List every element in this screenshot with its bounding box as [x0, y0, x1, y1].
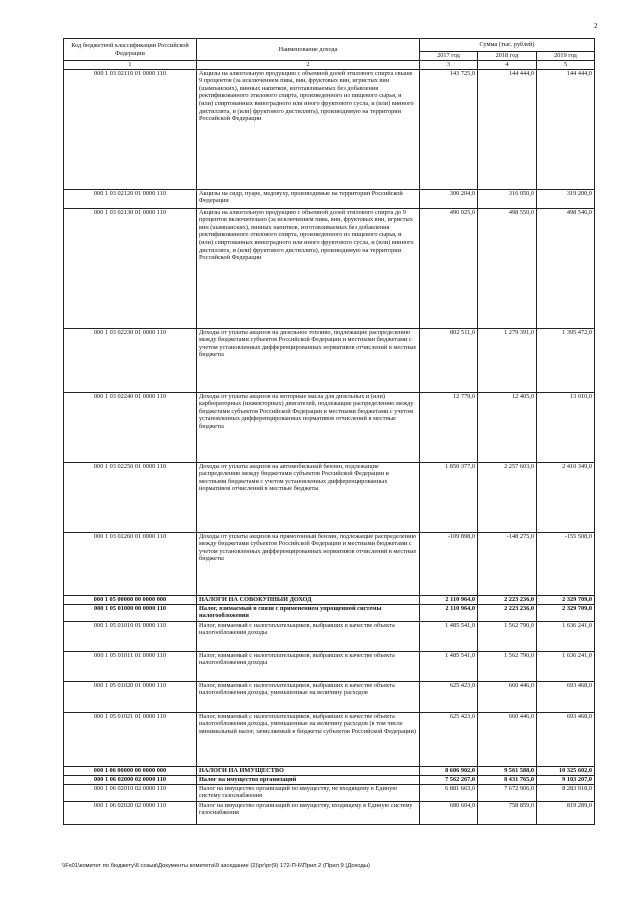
row-sum-2019: 2 329 709,0	[537, 604, 595, 621]
table-row	[64, 651, 595, 681]
row-name: Налог на имущество организаций по имуществу, не входящему в Единую систему газоснабжения	[197, 784, 420, 801]
row-sum-2019: 9 103 207,0	[537, 775, 595, 784]
row-name: Налог, взимаемый с налогоплательщиков, выбравших в качестве объекта налогообложения доходы, уменьшенные на величину расходов	[197, 681, 420, 712]
row-sum-2019: 13 010,0	[537, 392, 595, 462]
header-year-2017: 2017 год	[420, 52, 478, 61]
row-code: 000 1 06 00000 00 0000 000	[64, 766, 197, 775]
header-name: Наименование дохода	[197, 39, 420, 61]
row-code: 000 1 05 01021 01 0000 110	[64, 712, 197, 766]
row-code: 000 1 06 02000 02 0000 110	[64, 775, 197, 784]
row-code: 000 1 05 01020 01 0000 110	[64, 681, 197, 712]
row-name: Доходы от уплаты акцизов на автомобильный бензин, подлежащие распределению между бюджетами субъектов Российской Федерации и местными бюджетами с учетом установленных дифференцированных нормативов отчислений в местные бюджеты	[197, 462, 420, 532]
row-sum-2019: 1 636 241,0	[537, 621, 595, 651]
table-row	[64, 621, 595, 651]
row-sum-2019: 10 325 602,0	[537, 766, 595, 775]
table-row	[64, 392, 595, 462]
table-row	[64, 604, 595, 621]
row-name: Акцизы на алкогольную продукцию с объемной долей этилового спирта до 9 процентов включительно (за исключением пива, вин, фруктовых вин, игристых вин (шампанских), винных напитков, изготавливаемых без добавления ректификованного этилового спирта, произведенного из пищевого сырья, и (или) спиртованных виноградного или иного фруктового сусла, и (или) винного дистиллята, и (или) фруктового дистиллята), производимую на территории Российской Федерации	[197, 208, 420, 328]
row-sum-2018: 1 562 790,0	[478, 651, 537, 681]
row-name: Акцизы на сидр, пуаре, медовуху, производимые на территории Российской Федерации	[197, 189, 420, 208]
table-row	[64, 766, 595, 775]
revenue-table	[63, 38, 595, 825]
row-sum-2018: 9 561 588,0	[478, 766, 537, 775]
row-code: 000 1 05 00000 00 0000 000	[64, 595, 197, 604]
row-sum-2019: 693 468,0	[537, 712, 595, 766]
row-sum-2017: 625 423,0	[420, 681, 478, 712]
header-index-1: 1	[64, 61, 197, 70]
row-name: Налог, взимаемый с налогоплательщиков, выбравших в качестве объекта налогообложения доходы	[197, 621, 420, 651]
table-row	[64, 328, 595, 392]
table-row	[64, 681, 595, 712]
row-name: Акцизы на алкогольную продукцию с объемной долей этилового спирта свыше 9 процентов (за исключением пива, вин, фруктовых вин, игристых вин (шампанских), винных напитков, изготавливаемых без добавления ректификованного этилового спирта, произведенного из пищевого сырья, и (или) спиртованных виноградного или иного фруктового сусла, и (или) винного дистиллята, и (или) фруктового дистиллята), производимую на территории Российской Федерации	[197, 69, 420, 189]
row-name: НАЛОГИ НА СОВОКУПНЫЙ ДОХОД	[197, 595, 420, 604]
row-sum-2017: 2 110 964,0	[420, 595, 478, 604]
row-sum-2017: 8 606 902,0	[420, 766, 478, 775]
table-row	[64, 462, 595, 532]
row-name: Доходы от уплаты акцизов на моторные масла для дизельных и (или) карбюраторных (инжекторных) двигателей, подлежащие распределению между бюджетами субъектов Российской Федерации и местными бюджетами с учетом установленных дифференцированных нормативов отчислений в местные бюджеты	[197, 392, 420, 462]
row-name: НАЛОГИ НА ИМУЩЕСТВО	[197, 766, 420, 775]
row-sum-2017: 143 725,0	[420, 69, 478, 189]
row-sum-2017: 625 423,0	[420, 712, 478, 766]
row-code: 000 1 05 01011 01 0000 110	[64, 651, 197, 681]
row-sum-2017: 1 485 541,0	[420, 621, 478, 651]
row-name: Налог, взимаемый с налогоплательщиков, выбравших в качестве объекта налогообложения доходы	[197, 651, 420, 681]
table-row	[64, 801, 595, 824]
row-sum-2017: 12 779,0	[420, 392, 478, 462]
row-sum-2019: 1 636 241,0	[537, 651, 595, 681]
row-sum-2017: 496 025,0	[420, 208, 478, 328]
row-sum-2017: 7 562 267,0	[420, 775, 478, 784]
header-index-5: 5	[537, 61, 595, 70]
table-body	[64, 69, 595, 824]
table-row	[64, 69, 595, 189]
table-row	[64, 595, 595, 604]
row-name: Доходы от уплаты акцизов на прямогонный бензин, подлежащие распределению между бюджетами субъектов Российской Федерации и местными бюджетами с учетом установленных дифференцированных нормативов отчислений в местные бюджеты	[197, 532, 420, 595]
row-sum-2018: 498 550,0	[478, 208, 537, 328]
row-sum-2017: 2 110 964,0	[420, 604, 478, 621]
table-row	[64, 189, 595, 208]
table-row	[64, 208, 595, 328]
row-code: 000 1 05 01010 01 0000 110	[64, 621, 197, 651]
row-sum-2018: -148 275,0	[478, 532, 537, 595]
row-sum-2017: 1 850 377,0	[420, 462, 478, 532]
row-sum-2018: 660 446,0	[478, 712, 537, 766]
header-year-2019: 2019 год	[537, 52, 595, 61]
header-index-4: 4	[478, 61, 537, 70]
row-name: Налог на имущество организаций по имуществу, входящему в Единую систему газоснабжения	[197, 801, 420, 824]
page-number: 2	[594, 22, 598, 30]
row-sum-2018: 8 431 765,0	[478, 775, 537, 784]
row-sum-2018: 1 562 790,0	[478, 621, 537, 651]
row-code: 000 1 03 02110 01 0000 110	[64, 69, 197, 189]
header-year-2018: 2018 год	[478, 52, 537, 61]
row-sum-2019: 8 283 918,0	[537, 784, 595, 801]
row-code: 000 1 03 02260 01 0000 110	[64, 532, 197, 595]
table-row	[64, 784, 595, 801]
row-sum-2017: 300 204,0	[420, 189, 478, 208]
row-sum-2017: -109 898,0	[420, 532, 478, 595]
row-sum-2019: 819 289,0	[537, 801, 595, 824]
row-sum-2018: 12 405,0	[478, 392, 537, 462]
row-code: 000 1 06 02010 02 0000 110	[64, 784, 197, 801]
row-name: Доходы от уплаты акцизов на дизельное топливо, подлежащие распределению между бюджетами субъектов Российской Федерации и местными бюджетами с учетом установленных дифференцированных нормативов отчислений в местные бюджеты	[197, 328, 420, 392]
row-code: 000 1 03 02130 01 0000 110	[64, 208, 197, 328]
row-sum-2018: 1 279 391,0	[478, 328, 537, 392]
header-code: Код бюджетной классификации Российской Федерации	[64, 39, 197, 61]
row-code: 000 1 03 02250 01 0000 110	[64, 462, 197, 532]
row-sum-2018: 660 446,0	[478, 681, 537, 712]
row-sum-2018: 316 050,0	[478, 189, 537, 208]
row-sum-2017: 6 881 663,0	[420, 784, 478, 801]
row-sum-2019: 1 395 472,0	[537, 328, 595, 392]
row-sum-2018: 2 223 236,0	[478, 604, 537, 621]
footer-file-path: \\Fs01\комитет по бюджету\6 созыв\Документы комитета\9 заседание (2)\рг\рг(9) 172-П-6\Прил 2 (Прил 9 (Доходы)	[62, 863, 370, 869]
row-code: 000 1 03 02120 01 0000 110	[64, 189, 197, 208]
row-code: 000 1 05 01000 00 0000 110	[64, 604, 197, 621]
table-row	[64, 532, 595, 595]
row-sum-2017: 680 604,0	[420, 801, 478, 824]
header-sum: Сумма (тыс. рублей)	[420, 39, 595, 52]
row-name: Налог, взимаемый с налогоплательщиков, выбравших в качестве объекта налогообложения доходы, уменьшенные на величину расходов (в том числе минимальный налог, зачисляемый в бюджеты субъектов Российской Федерации)	[197, 712, 420, 766]
row-sum-2019: 319 200,0	[537, 189, 595, 208]
row-name: Налог на имущество организаций	[197, 775, 420, 784]
table-row	[64, 712, 595, 766]
row-code: 000 1 03 02230 01 0000 110	[64, 328, 197, 392]
row-sum-2017: 1 485 541,0	[420, 651, 478, 681]
row-sum-2019: 2 329 709,0	[537, 595, 595, 604]
row-sum-2019: 144 444,0	[537, 69, 595, 189]
row-sum-2018: 7 672 906,0	[478, 784, 537, 801]
header-index-2: 2	[197, 61, 420, 70]
row-sum-2019: 498 546,0	[537, 208, 595, 328]
row-code: 000 1 06 02020 02 0000 110	[64, 801, 197, 824]
row-sum-2018: 2 223 236,0	[478, 595, 537, 604]
row-sum-2018: 2 257 603,0	[478, 462, 537, 532]
row-sum-2019: 2 410 349,0	[537, 462, 595, 532]
row-sum-2018: 144 444,0	[478, 69, 537, 189]
row-sum-2019: -155 508,0	[537, 532, 595, 595]
row-sum-2019: 693 468,0	[537, 681, 595, 712]
table-row	[64, 775, 595, 784]
header-index-3: 3	[420, 61, 478, 70]
row-code: 000 1 03 02240 01 0000 110	[64, 392, 197, 462]
row-sum-2018: 758 859,0	[478, 801, 537, 824]
row-sum-2017: 802 511,0	[420, 328, 478, 392]
row-name: Налог, взимаемый в связи с применением упрощенной системы налогообложения	[197, 604, 420, 621]
